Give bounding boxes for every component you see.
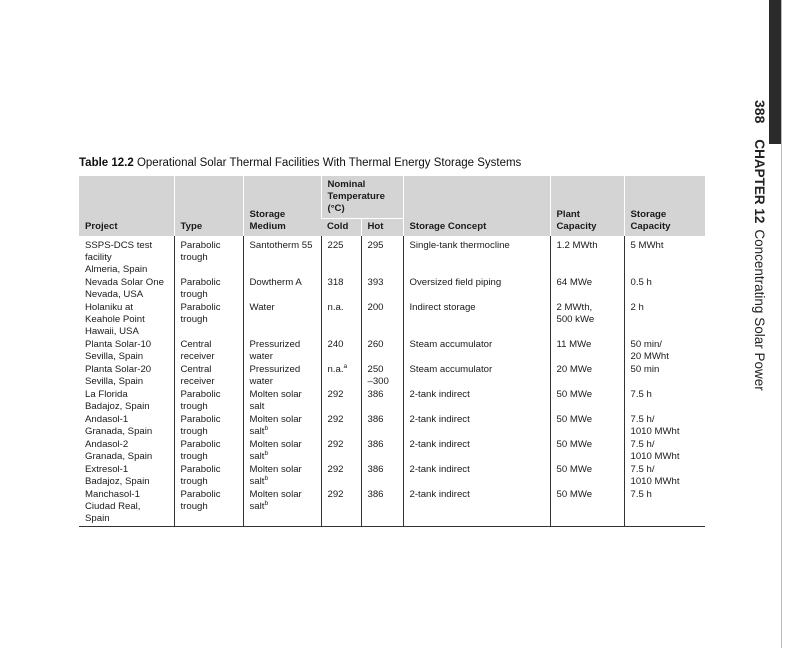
- storage-concept-cell: Steam accumulator: [403, 339, 550, 364]
- storage-concept-cell: Oversized field piping: [403, 277, 550, 302]
- project-cell: Nevada Solar One Nevada, USA: [85, 277, 164, 300]
- storage-medium-cell: Pressurized water: [243, 339, 321, 364]
- storage-capacity-cell: 50 min/ 20 MWht: [624, 339, 705, 364]
- table-caption-label: Table 12.2: [79, 157, 134, 169]
- plant-capacity-cell: 50 MWe: [550, 439, 624, 464]
- hot-temp-cell: 260: [361, 339, 403, 364]
- storage-concept-cell: 2-tank indirect: [403, 389, 550, 414]
- table-row: [79, 464, 705, 489]
- table-row: [79, 339, 705, 364]
- type-cell: Parabolic trough: [174, 464, 243, 489]
- project-cell: Planta Solar-20 Sevilla, Spain: [85, 364, 152, 387]
- storage-capacity-cell: 7.5 h: [624, 389, 705, 414]
- cold-temp-cell: 292: [321, 439, 361, 464]
- hot-temp-cell: 386: [361, 414, 403, 439]
- storage-medium-cell: Molten solar salt$^b$: [243, 489, 321, 527]
- type-cell: Parabolic trough: [174, 236, 243, 277]
- header-project: Project: [79, 176, 174, 236]
- type-cell: Parabolic trough: [174, 302, 243, 339]
- storage-concept-cell: Steam accumulator: [403, 364, 550, 389]
- table-row: [79, 277, 705, 302]
- cold-temp-cell: n.a.: [321, 302, 361, 339]
- project-cell: Manchasol-1 Ciudad Real, Spain: [79, 489, 174, 527]
- storage-capacity-cell: 2 h: [624, 302, 705, 339]
- footnote-marker: a: [343, 363, 348, 370]
- cold-temp-cell: 292: [321, 464, 361, 489]
- plant-capacity-cell: 50 MWe: [550, 389, 624, 414]
- hot-temp-cell: 200: [361, 302, 403, 339]
- table-caption-text: Operational Solar Thermal Facilities With Thermal Energy Storage Systems: [136, 157, 522, 169]
- header-hot: Hot: [361, 219, 403, 237]
- type-cell: Parabolic trough: [174, 439, 243, 464]
- storage-capacity-cell: 7.5 h/ 1010 MWht: [624, 464, 705, 489]
- running-header: [752, 100, 768, 391]
- plant-capacity-cell: 50 MWe: [550, 489, 624, 527]
- header-storage-capacity: Storage Capacity: [624, 176, 705, 236]
- header-plant-capacity: Plant Capacity: [550, 176, 624, 236]
- footnote-marker: b: [264, 425, 269, 432]
- cold-temp-cell: 292: [321, 389, 361, 414]
- storage-capacity-cell: 5 MWht: [624, 236, 705, 277]
- project-cell: SSPS-DCS test facility Almeria, Spain: [85, 240, 153, 275]
- cold-temp-cell: 292: [321, 489, 361, 527]
- storage-capacity-cell: 7.5 h/ 1010 MWht: [624, 414, 705, 439]
- hot-temp-cell: 386: [361, 464, 403, 489]
- table-caption: [79, 157, 521, 169]
- type-cell: Parabolic trough: [174, 389, 243, 414]
- footnote-marker: b: [264, 475, 269, 482]
- storage-medium-cell: Pressurized water: [243, 364, 321, 389]
- table-row: [79, 389, 705, 414]
- footnote-marker: b: [264, 450, 269, 457]
- plant-capacity-cell: 64 MWe: [550, 277, 624, 302]
- page-edge-line: [781, 0, 782, 648]
- cold-temp-cell: 292: [321, 414, 361, 439]
- header-type: Type: [174, 176, 243, 236]
- hot-temp-cell: 250 –300: [361, 364, 403, 389]
- storage-concept-cell: 2-tank indirect: [403, 414, 550, 439]
- project-cell: Holaniku at Keahole Point Hawaii, USA: [85, 302, 145, 337]
- chapter-label: CHAPTER 12: [752, 139, 767, 224]
- header-row-1: [79, 176, 705, 219]
- type-cell: Parabolic trough: [174, 414, 243, 439]
- project-cell: Planta Solar-10 Sevilla, Spain: [85, 339, 152, 362]
- storage-concept-cell: 2-tank indirect: [403, 439, 550, 464]
- storage-medium-cell: Molten solar salt$^b$: [243, 464, 321, 489]
- table-row: [79, 236, 705, 277]
- storage-facilities-table: [79, 176, 705, 527]
- page-number: 388: [752, 100, 768, 124]
- storage-capacity-cell: 7.5 h/ 1010 MWht: [624, 439, 705, 464]
- storage-medium-cell: Molten solar salt$^b$: [243, 439, 321, 464]
- table-row: [79, 439, 705, 464]
- storage-concept-cell: Indirect storage: [403, 302, 550, 339]
- table-row: [79, 489, 705, 527]
- chapter-title: Concentrating Solar Power: [752, 229, 767, 391]
- header-cold: Cold: [321, 219, 361, 237]
- type-cell: Central receiver: [174, 339, 243, 364]
- cold-temp-cell: n.a.$^a$: [321, 364, 361, 389]
- plant-capacity-cell: 50 MWe: [550, 414, 624, 439]
- storage-concept-cell: Single-tank thermocline: [403, 236, 550, 277]
- storage-medium-cell: Molten solar salt: [243, 389, 321, 414]
- storage-concept-cell: 2-tank indirect: [403, 489, 550, 527]
- storage-medium-cell: Dowtherm A: [243, 277, 321, 302]
- header-nominal-temperature: Nominal Temperature (°C): [321, 176, 403, 219]
- storage-medium-cell: Santotherm 55: [243, 236, 321, 277]
- plant-capacity-cell: 1.2 MWth: [550, 236, 624, 277]
- plant-capacity-cell: 11 MWe: [550, 339, 624, 364]
- storage-concept-cell: 2-tank indirect: [403, 464, 550, 489]
- cold-temp-cell: 240: [321, 339, 361, 364]
- hot-temp-cell: 386: [361, 389, 403, 414]
- project-cell: Andasol-2 Granada, Spain: [85, 439, 153, 462]
- project-cell: Andasol-1 Granada, Spain: [85, 414, 153, 437]
- cold-temp-cell: 225: [321, 236, 361, 277]
- storage-medium-cell: Molten solar salt$^b$: [243, 414, 321, 439]
- plant-capacity-cell: 2 MWth, 500 kWe: [550, 302, 624, 339]
- hot-temp-cell: 393: [361, 277, 403, 302]
- hot-temp-cell: 295: [361, 236, 403, 277]
- footnote-marker: b: [264, 500, 269, 507]
- storage-medium-cell: Water: [243, 302, 321, 339]
- type-cell: Parabolic trough: [174, 277, 243, 302]
- table-row: [79, 302, 705, 339]
- hot-temp-cell: 386: [361, 439, 403, 464]
- project-cell: Extresol-1 Badajoz, Spain: [85, 464, 150, 487]
- header-storage-concept: Storage Concept: [403, 176, 550, 236]
- type-cell: Central receiver: [174, 364, 243, 389]
- project-cell: La Florida Badajoz, Spain: [85, 389, 150, 412]
- header-storage-medium: Storage Medium: [243, 176, 321, 236]
- hot-temp-cell: 386: [361, 489, 403, 527]
- type-cell: Parabolic trough: [174, 489, 243, 527]
- table-row: [79, 364, 705, 389]
- storage-capacity-cell: 0.5 h: [624, 277, 705, 302]
- storage-capacity-cell: 7.5 h: [624, 489, 705, 527]
- table-row: [79, 414, 705, 439]
- storage-capacity-cell: 50 min: [624, 364, 705, 389]
- cold-temp-cell: 318: [321, 277, 361, 302]
- plant-capacity-cell: 20 MWe: [550, 364, 624, 389]
- plant-capacity-cell: 50 MWe: [550, 464, 624, 489]
